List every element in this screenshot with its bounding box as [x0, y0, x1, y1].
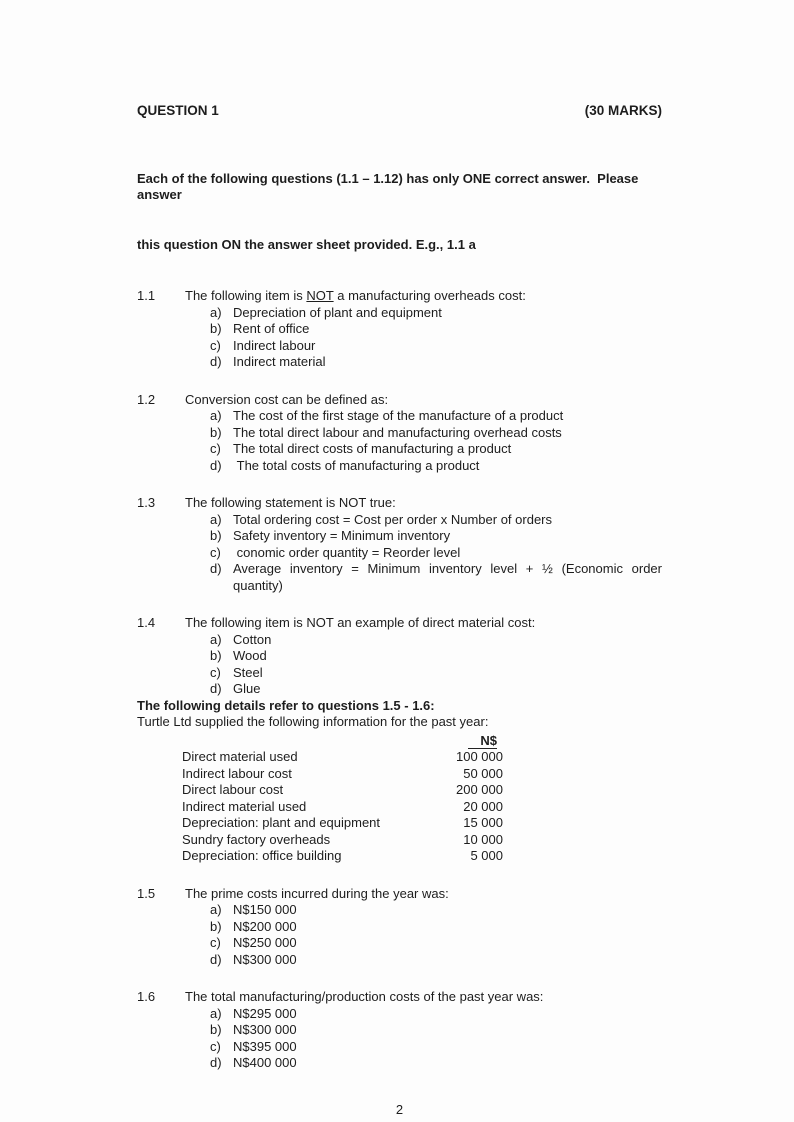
details-table [137, 749, 662, 865]
options-list [137, 1006, 662, 1072]
option-text: N$295 000 [233, 1005, 297, 1021]
question-1-1 [137, 288, 662, 371]
option-letter: a) [210, 631, 222, 647]
option-text: Indirect material [233, 354, 326, 369]
option-text: Indirect labour [233, 337, 316, 353]
row-label: Indirect material used [182, 798, 307, 814]
option-letter: c) [210, 441, 221, 456]
option-b [210, 919, 662, 936]
option-text: Cotton [233, 631, 272, 647]
page-number: 2 [395, 1101, 404, 1117]
option-letter: d) [210, 457, 222, 473]
row-label: Depreciation: office building [182, 848, 342, 863]
option-letter: b) [210, 424, 222, 440]
question-number: 1.4 [137, 615, 156, 630]
option-a [210, 1006, 662, 1023]
option-letter: d) [210, 561, 222, 576]
option-c [210, 441, 662, 458]
marks-label: (30 MARKS) [584, 103, 662, 118]
option-text: Total ordering cost = Cost per order x Number of orders [233, 511, 553, 527]
instructions-line-2: this question ON the answer sheet provided. E.g., 1.1 a [137, 236, 476, 252]
question-text-pre: The following item is [185, 288, 307, 303]
option-b [210, 648, 662, 665]
table-row [137, 815, 662, 832]
row-label: Direct labour cost [182, 782, 284, 797]
question-text-post: a manufacturing overheads cost: [333, 288, 526, 303]
option-text: Glue [233, 681, 261, 696]
option-letter: a) [210, 902, 222, 917]
options-list [137, 511, 666, 595]
row-label: Sundry factory overheads [182, 831, 331, 847]
instructions [137, 138, 662, 287]
option-d [210, 952, 662, 969]
option-letter: d) [210, 1055, 222, 1070]
question-text: The following item is NOT an example of direct material cost: [185, 615, 536, 630]
instructions-line-1: Each of the following questions (1.1 – 1.12) has only ONE correct answer. Please answer [137, 170, 643, 202]
row-label: Depreciation: plant and equipment [182, 815, 381, 830]
options-list [137, 408, 662, 474]
question-number: 1.1 [137, 288, 156, 303]
currency-cell [423, 733, 503, 750]
row-value: 10 000 [463, 831, 503, 847]
option-c [210, 935, 662, 952]
option-b [210, 321, 662, 338]
table-row [137, 782, 662, 799]
option-text: Average inventory = Minimum inventory level + ½ (Economic order quantity) [233, 561, 666, 593]
row-value: 100 000 [456, 749, 503, 764]
option-letter: b) [210, 528, 222, 543]
option-text: Steel [233, 664, 263, 680]
question-number: 1.3 [137, 495, 156, 510]
option-text: N$300 000 [233, 1022, 297, 1037]
row-value: 15 000 [463, 815, 503, 830]
options-list [137, 632, 662, 698]
option-letter: a) [210, 304, 222, 320]
option-text: N$395 000 [233, 1038, 297, 1054]
option-letter: b) [210, 321, 222, 336]
option-c [210, 665, 662, 682]
row-value: 50 000 [463, 765, 503, 781]
question-text [185, 288, 662, 305]
option-b [210, 425, 662, 442]
currency-header: N$ [468, 733, 497, 749]
option-letter: b) [210, 648, 222, 663]
page-header [137, 103, 662, 120]
option-c [210, 545, 662, 562]
options-list [137, 902, 662, 968]
option-text: Depreciation of plant and equipment [233, 304, 442, 320]
question-number: 1.6 [137, 989, 156, 1004]
option-letter: d) [210, 354, 222, 369]
question-1-5 [137, 886, 662, 969]
options-list [137, 305, 662, 371]
option-d [210, 561, 666, 594]
table-row [137, 832, 662, 849]
option-letter: d) [210, 681, 222, 696]
option-c [210, 1039, 662, 1056]
row-value: 5 000 [470, 848, 503, 863]
option-text: Wood [233, 648, 267, 663]
spacer [182, 733, 423, 750]
table-row [137, 749, 662, 766]
option-a [210, 408, 662, 425]
option-d [210, 1055, 662, 1072]
row-value: 200 000 [456, 782, 503, 797]
option-letter: c) [210, 544, 221, 560]
row-label: Indirect labour cost [182, 765, 292, 781]
option-text: N$200 000 [233, 918, 297, 934]
question-text: The total manufacturing/production costs of the past year was: [185, 989, 544, 1004]
question-1-3 [137, 495, 666, 594]
question-title: QUESTION 1 [137, 103, 219, 118]
table-row [137, 848, 662, 865]
option-c [210, 338, 662, 355]
currency-header-row [137, 733, 662, 750]
option-letter: a) [210, 408, 222, 423]
option-a [210, 902, 662, 919]
option-letter: c) [210, 664, 221, 680]
option-text: The total direct costs of manufacturing a product [233, 441, 512, 456]
option-text: The total direct labour and manufacturing overhead costs [233, 424, 562, 440]
option-text: N$150 000 [233, 902, 297, 917]
option-letter: c) [210, 935, 221, 950]
option-text: Rent of office [233, 321, 310, 336]
option-d [210, 354, 662, 371]
option-letter: c) [210, 337, 221, 353]
question-1-6 [137, 989, 662, 1072]
option-letter: a) [210, 1005, 222, 1021]
option-text: N$250 000 [233, 935, 297, 950]
row-value: 20 000 [463, 798, 503, 814]
row-label: Direct material used [182, 749, 298, 764]
option-b [210, 1022, 662, 1039]
option-text: The total costs of manufacturing a product [233, 457, 480, 473]
option-d [210, 681, 662, 698]
underlined-word: NOT [306, 288, 334, 303]
option-a [210, 512, 662, 529]
details-heading: The following details refer to questions 1.5 - 1.6: [137, 697, 435, 713]
option-letter: b) [210, 1022, 222, 1037]
option-text: Safety inventory = Minimum inventory [233, 528, 451, 543]
option-letter: a) [210, 511, 222, 527]
question-1-2 [137, 392, 662, 475]
question-1-4 [137, 615, 662, 698]
details-section [137, 698, 662, 865]
question-text: Conversion cost can be defined as: [185, 391, 389, 407]
option-text: conomic order quantity = Reorder level [233, 544, 461, 560]
table-row [137, 799, 662, 816]
option-text: The cost of the first stage of the manufacture of a product [233, 408, 564, 423]
details-subheading: Turtle Ltd supplied the following information for the past year: [137, 714, 489, 729]
option-d [210, 458, 662, 475]
option-a [210, 632, 662, 649]
option-letter: b) [210, 918, 222, 934]
table-row [137, 766, 662, 783]
option-letter: d) [210, 951, 222, 967]
option-text: N$300 000 [233, 951, 297, 967]
option-a [210, 305, 662, 322]
question-text: The prime costs incurred during the year was: [185, 885, 449, 901]
question-number: 1.5 [137, 885, 156, 901]
question-number: 1.2 [137, 391, 156, 407]
question-text: The following statement is NOT true: [185, 495, 396, 510]
option-letter: c) [210, 1038, 221, 1054]
option-b [210, 528, 662, 545]
option-text: N$400 000 [233, 1055, 297, 1070]
